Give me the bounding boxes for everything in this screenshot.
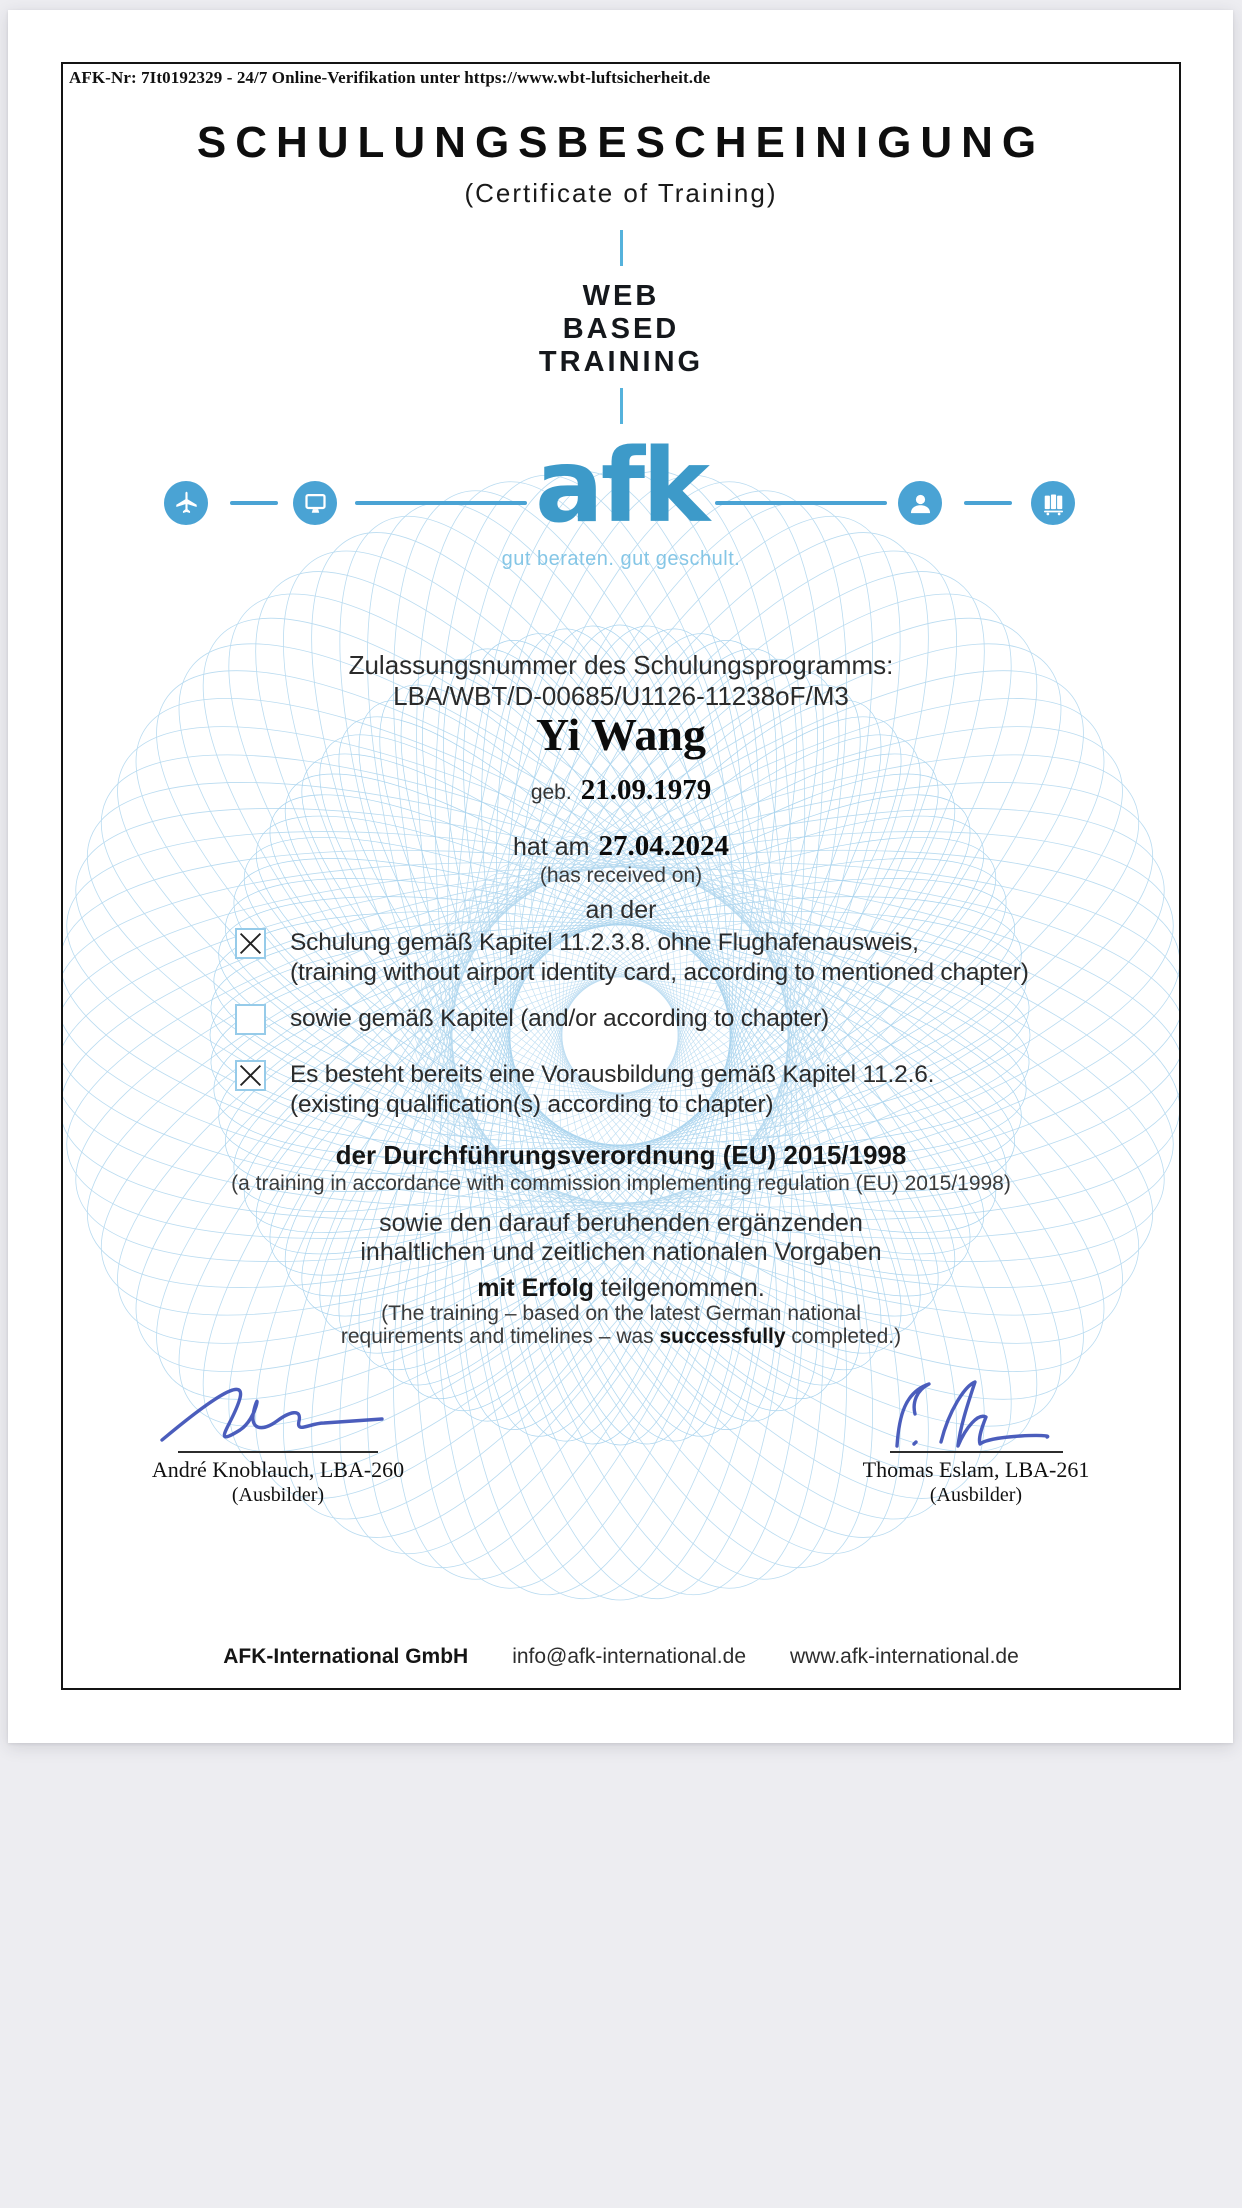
result-en-post: completed.) (785, 1325, 902, 1348)
checkbox-1-x-mark (238, 931, 263, 956)
wbt-line-3: TRAINING (538, 346, 704, 378)
connector-line-right (715, 501, 887, 505)
footer (63, 1645, 1179, 1669)
result-rest: teilgenommen. (593, 1274, 765, 1302)
regulation-line-2: inhaltlichen und zeitlichen nationalen Vorgaben (360, 1238, 882, 1266)
received-line (63, 830, 1179, 863)
checkbox-row-1 (235, 928, 1045, 988)
page-subtitle: (Certificate of Training) (464, 178, 778, 208)
checkbox-3-line-de: Es besteht bereits eine Vorausbildung gemäß Kapitel 11.2.6. (290, 1061, 935, 1088)
signer-right-name: Thomas Eslam, LBA-261 (862, 1457, 1090, 1482)
divider-line-top (620, 230, 623, 266)
program-label: Zulassungsnummer des Schulungsprogramms: (348, 650, 894, 680)
result-en-pre: requirements and timelines – was (340, 1325, 660, 1348)
person-icon (898, 481, 942, 525)
signature-line-right (890, 1451, 1063, 1453)
certificate-page (8, 10, 1233, 1743)
afk-number: AFK-Nr: 7It0192329 - 24/7 Online-Verifikation unter (69, 68, 465, 87)
checkbox-3-line-en: (existing qualification(s) according to chapter) (290, 1091, 774, 1118)
checkbox-1-text (290, 928, 1029, 988)
result-line (63, 1274, 1179, 1303)
checkbox-2 (235, 1004, 266, 1035)
wbt-line-1: WEB (582, 280, 660, 312)
signature-line-left (178, 1451, 378, 1453)
geb-label: geb. (530, 781, 572, 804)
result-bold: mit Erfolg (477, 1274, 594, 1302)
signer-right-role: (Ausbilder) (929, 1484, 1023, 1506)
footer-website[interactable]: www.afk-international.de (790, 1645, 1019, 1668)
cargo-icon (1031, 481, 1075, 525)
checkbox-3 (235, 1060, 266, 1091)
received-date: 27.04.2024 (598, 830, 729, 862)
received-note: (has received on) (539, 864, 703, 887)
wbt-label (63, 280, 1179, 379)
birthdate-line (63, 774, 1179, 807)
page-title: SCHULUNGSBESCHEINIGUNG (196, 118, 1046, 167)
logo-tagline: gut beraten. gut geschult. (501, 548, 741, 570)
connector-dash-right (964, 501, 1012, 505)
program-number: LBA/WBT/D-00685/U1126-11238oF/M3 (393, 681, 849, 711)
regulation-subtitle: (a training in accordance with commission implementing regulation (EU) 2015/1998) (231, 1172, 1011, 1195)
result-en-line-2 (63, 1325, 1179, 1349)
checkbox-1 (235, 928, 266, 959)
checkbox-row-2 (235, 1004, 1045, 1035)
result-en-line-1: (The training – based on the latest German national (381, 1302, 861, 1325)
certificate-frame (61, 62, 1181, 1690)
checkbox-3-text (290, 1060, 934, 1120)
checkbox-3-x-mark (238, 1063, 263, 1088)
checkbox-2-text (290, 1004, 829, 1035)
footer-company: AFK-International GmbH (223, 1645, 469, 1668)
signer-right (826, 1457, 1126, 1507)
checkbox-2-line-de: sowie gemäß Kapitel (and/or according to chapter) (290, 1005, 830, 1032)
signer-left-name: André Knoblauch, LBA-260 (151, 1457, 405, 1482)
checkbox-1-line-de: Schulung gemäß Kapitel 11.2.3.8. ohne Flughafenausweis, (290, 929, 919, 956)
regulation-line-1: sowie den darauf beruhenden ergänzenden (379, 1209, 863, 1237)
afk-logo: afk (534, 427, 708, 546)
footer-email[interactable]: info@afk-international.de (512, 1645, 746, 1668)
holder-name: Yi Wang (535, 709, 706, 760)
checkbox-row-3 (235, 1060, 1045, 1120)
birth-date: 21.09.1979 (580, 774, 712, 806)
result-en-bold: successfully (659, 1325, 786, 1348)
an-der-label: an der (585, 896, 657, 924)
signature-right (875, 1364, 1060, 1452)
signer-left-role: (Ausbilder) (231, 1484, 325, 1506)
divider-line-bottom (620, 388, 623, 424)
regulation-title: der Durchführungsverordnung (EU) 2015/1998 (335, 1140, 907, 1170)
signature-left (150, 1360, 390, 1452)
checkbox-1-line-en: (training without airport identity card, according to mentioned chapter) (290, 959, 1029, 986)
wbt-line-2: BASED (562, 313, 680, 345)
verification-line (69, 68, 710, 88)
signer-left (128, 1457, 428, 1507)
verification-link[interactable]: https://www.wbt-luftsicherheit.de (464, 68, 711, 87)
hat-am-label: hat am (513, 833, 590, 861)
